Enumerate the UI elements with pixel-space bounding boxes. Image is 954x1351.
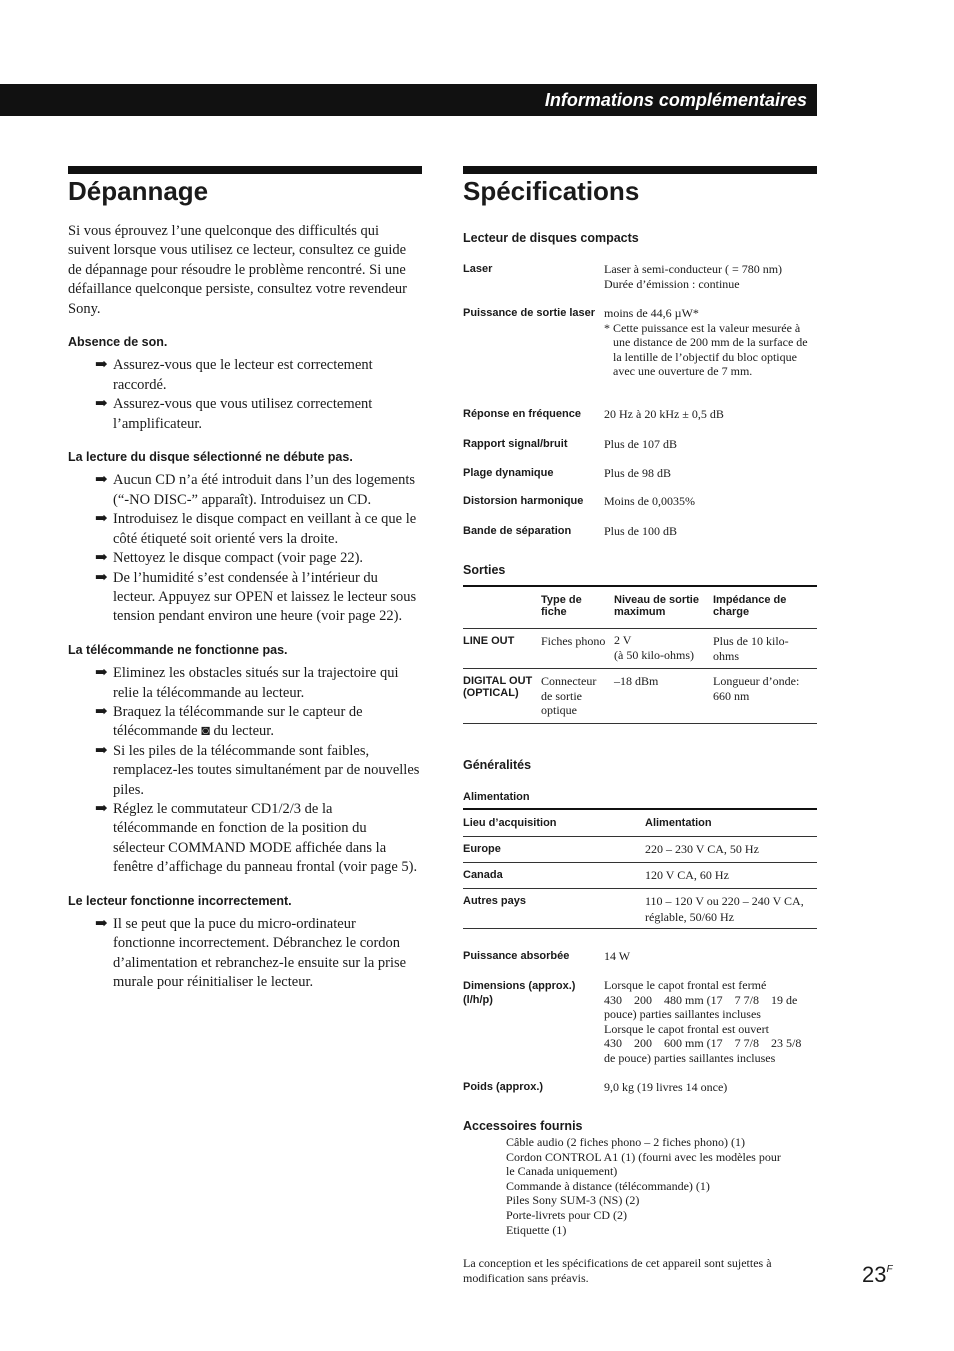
laser-value-line2: Durée d’émission : continue: [604, 276, 740, 291]
digitalout-impedance: Longueur d’onde: 660 nm: [713, 674, 800, 703]
alim-row-rule-1: [463, 862, 817, 863]
arrow-icon: ➡: [95, 396, 108, 413]
lineout-name: LINE OUT: [463, 635, 515, 647]
page-number: [862, 1262, 893, 1288]
spec-label: Rapport signal/bruit: [463, 438, 568, 450]
laser-power-footnote: * Cette puissance est la valeur mesurée à une distance de 200 mm de la surface de la lentille de l’objectif du bloc optique avec une ouverture de 7 mm.: [604, 320, 808, 379]
dimensions-line: Lorsque le capot frontal est ouvert: [604, 1021, 769, 1036]
outputs-top-rule: [463, 585, 817, 587]
troubleshooting-item: [68, 471, 420, 510]
alim-europe-power: 220 – 230 V CA, 50 Hz: [645, 842, 759, 856]
dimensions-value: [604, 978, 817, 1066]
weight-value: 9,0 kg (19 livres 14 once): [604, 1080, 728, 1094]
lineout-level-line1: 2 V: [614, 633, 632, 647]
outputs-bottom-rule: [463, 723, 817, 724]
troubleshooting-item-text: De l’humidité s’est condensée à l’intérieur du lecteur. Appuyez sur OPEN et laissez le lecteur sous tension pendant environ une heure (voir page 22).: [113, 569, 417, 625]
troubleshooting-item-text: Aucun CD n’a été introduit dans l’un des logements (“-NO DISC-” apparaît). Introduisez un CD.: [113, 472, 416, 508]
dimensions-line: 430 200 480 mm (17 7 7/8 19 de: [604, 992, 798, 1007]
troubleshooting-item: [68, 356, 420, 395]
arrow-icon: ➡: [95, 357, 108, 374]
digitalout-name: DIGITAL OUT (OPTICAL): [463, 675, 533, 699]
spec-value: Plus de 98 dB: [604, 466, 672, 480]
accessory-item: Câble audio (2 fiches phono – 2 fiches phono) (1): [506, 1135, 745, 1149]
spec-label: Plage dynamique: [463, 467, 554, 479]
accessory-item: Cordon CONTROL A1 (1) (fourni avec les modèles pour: [506, 1149, 781, 1164]
alim-header-power: Alimentation: [645, 817, 712, 829]
lineout-level-line2: (à 50 kilo-ohms): [614, 647, 694, 662]
alim-other-place: Autres pays: [463, 895, 526, 907]
arrow-icon: ➡: [95, 665, 108, 682]
troubleshooting-item: [68, 742, 420, 800]
outputs-heading: Sorties: [463, 563, 506, 577]
laser-power-label: Puissance de sortie laser: [463, 307, 596, 319]
troubleshooting-item-text: Assurez-vous que le lecteur est correctement raccordé.: [113, 357, 373, 393]
alim-europe-place: Europe: [463, 843, 501, 855]
digitalout-level: –18 dBm: [614, 674, 659, 688]
outputs-row-rule: [463, 668, 817, 669]
page-number-suffix: F: [886, 1264, 893, 1275]
alim-canada-place: Canada: [463, 869, 503, 881]
troubleshooting-item: [68, 915, 420, 993]
spec-label: Bande de séparation: [463, 525, 572, 537]
troubleshooting-item: [68, 800, 420, 878]
troubleshooting-item-text: Il se peut que la puce du micro-ordinateur fonctionne incorrectement. Débranchez le cordon d’alimentation et rebranchez-le ensuite sur la prise murale pour réinitialiser le lecteur.: [113, 916, 407, 991]
troubleshooting-item: [68, 395, 420, 434]
spec-label: Distorsion harmonique: [463, 495, 584, 507]
accessory-item: le Canada uniquement): [506, 1164, 618, 1179]
arrow-icon: ➡: [95, 703, 108, 720]
troubleshooting-heading: Le lecteur fonctionne incorrectement.: [68, 893, 292, 908]
page-number-value: 23: [862, 1262, 887, 1287]
accessory-item: Commande à distance (télécommande) (1): [506, 1178, 710, 1193]
accessory-item: Porte-livrets pour CD (2): [506, 1207, 627, 1222]
troubleshooting-item-text: Nettoyez le disque compact (voir page 22).: [113, 550, 364, 567]
troubleshooting-item-text: Réglez le commutateur CD1/2/3 de la télécommande en fonction de la position du sélecteur COMMAND MODE affichée dans la fenêtre d’affichage du panneau frontal (voir page 5).: [113, 800, 418, 876]
alim-other-power: 110 – 120 V ou 220 – 240 V CA, réglable, 50/60 Hz: [645, 894, 804, 924]
lineout-type: Fiches phono: [541, 634, 606, 648]
laser-power-value: [604, 306, 816, 379]
consumption-label: Puissance absorbée: [463, 950, 570, 962]
right-title-rule: [463, 166, 817, 174]
laser-label: Laser: [463, 263, 493, 275]
troubleshooting-heading: La lecture du disque sélectionné ne débute pas.: [68, 450, 353, 465]
troubleshooting-heading: Absence de son.: [68, 335, 168, 350]
troubleshooting-title: Dépannage: [68, 176, 209, 206]
footer-note: La conception et les spécifications de cet appareil sont sujettes à modification sans préavis.: [463, 1256, 772, 1285]
dimensions-line: pouce) parties saillantes incluses: [604, 1007, 761, 1022]
dimensions-line: 430 200 600 mm (17 7 7/8 23 5/8: [604, 1036, 802, 1051]
accessories-list: [506, 1135, 817, 1237]
band-title: Informations complémentaires: [544, 90, 807, 110]
troubleshooting-heading: La télécommande ne fonctionne pas.: [68, 642, 288, 657]
troubleshooting-body: [68, 222, 420, 993]
weight-label: Poids (approx.): [463, 1081, 544, 1093]
spec-value: Plus de 107 dB: [604, 437, 678, 451]
digitalout-type: Connecteur de sortie optique: [541, 674, 597, 718]
arrow-icon: ➡: [95, 800, 108, 817]
general-heading: Généralités: [463, 758, 532, 772]
consumption-value: 14 W: [604, 949, 631, 963]
specifications-title: Spécifications: [463, 176, 640, 206]
section-band: [0, 84, 817, 116]
troubleshooting-item: [68, 510, 420, 549]
arrow-icon: ➡: [95, 916, 108, 932]
intro-paragraph: Si vous éprouvez l’une quelconque des difficultés qui suivent lorsque vous utilisez ce lecteur, consultez ce guide de dépannage pour résoudre le problème rencontré. Si une défaillance quelconque persiste, consultez votre revendeur Sony.: [68, 223, 407, 317]
outputs-header-type: Type de fiche: [541, 594, 582, 618]
troubleshooting-item-text: Eliminez les obstacles situés sur la trajectoire qui relie la télécommande au lecteur.: [113, 665, 399, 701]
alimentation-heading: Alimentation: [463, 791, 530, 803]
spec-value: Moins de 0,0035%: [604, 494, 695, 508]
troubleshooting-item-text: Braquez la télécommande sur le capteur de télécommande ◙ du lecteur.: [113, 703, 363, 740]
arrow-icon: ➡: [95, 472, 108, 489]
troubleshooting-item-text: Si les piles de la télécommande sont faibles, remplacez-les toutes simultanément par de nouvelles piles.: [113, 742, 420, 798]
arrow-icon: ➡: [95, 742, 108, 759]
troubleshooting-item: [68, 703, 420, 742]
left-title-rule: [68, 166, 422, 174]
outputs-header-impedance: Impédance de charge: [713, 594, 787, 618]
alim-canada-power: 120 V CA, 60 Hz: [645, 868, 729, 882]
lineout-impedance: Plus de 10 kilo-ohms: [713, 634, 789, 663]
alim-header-place: Lieu d’acquisition: [463, 817, 557, 829]
troubleshooting-item: [68, 664, 420, 703]
accessory-item: Piles Sony SUM-3 (NS) (2): [506, 1193, 640, 1208]
dimensions-line: de pouce) parties saillantes incluses: [604, 1050, 776, 1065]
alim-row-rule-2: [463, 888, 817, 889]
alim-bottom-rule: [463, 928, 817, 929]
cd-heading: Lecteur de disques compacts: [463, 231, 639, 245]
laser-power-line1: moins de 44,6 µW*: [604, 306, 699, 320]
laser-value: [604, 262, 816, 291]
troubleshooting-item-text: Assurez-vous que vous utilisez correctement l’amplificateur.: [113, 396, 373, 432]
troubleshooting-item: [68, 549, 420, 568]
spec-value: 20 Hz à 20 kHz ± 0,5 dB: [604, 407, 724, 421]
dimensions-label: Dimensions (approx.) (l/h/p): [463, 980, 576, 1006]
arrow-icon: ➡: [95, 550, 108, 567]
dimensions-line: Lorsque le capot frontal est fermé: [604, 978, 767, 992]
arrow-icon: ➡: [95, 511, 108, 528]
accessories-heading: Accessoires fournis: [463, 1119, 583, 1133]
outputs-header-rule: [463, 628, 817, 629]
spec-value: Plus de 100 dB: [604, 524, 678, 538]
spec-label: Réponse en fréquence: [463, 408, 581, 420]
accessory-item: Etiquette (1): [506, 1222, 567, 1237]
arrow-icon: ➡: [95, 569, 108, 586]
troubleshooting-item-text: Introduisez le disque compact en veillant à ce que le côté étiqueté soit orienté vers la droite.: [113, 511, 417, 547]
laser-value-line1: Laser à semi-conducteur ( = 780 nm): [604, 262, 783, 276]
outputs-header-level: Niveau de sortie maximum: [614, 594, 699, 618]
alim-header-rule: [463, 836, 817, 837]
lineout-level: [614, 633, 710, 662]
alim-top-rule: [463, 808, 817, 810]
troubleshooting-item: [68, 569, 420, 627]
